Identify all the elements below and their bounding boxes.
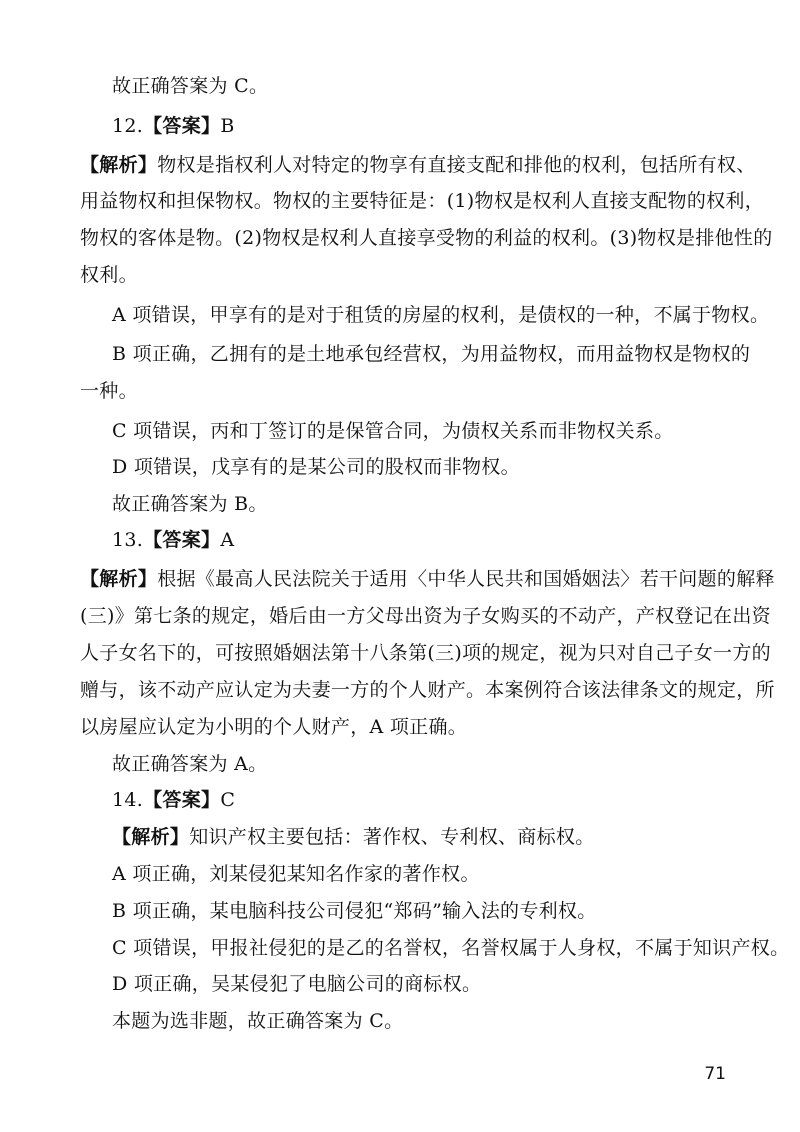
paragraph-line — [112, 752, 762, 776]
paragraph-line — [112, 862, 762, 886]
line-text: C 项错误，丙和丁签订的是保管合同，为债权关系而非物权关系。 — [112, 420, 674, 442]
paragraph-line — [112, 492, 762, 516]
line-text: 根据《最高人民法院关于适用〈中华人民共和国婚姻法〉若干问题的解释 — [157, 568, 775, 590]
paragraph-line — [112, 342, 751, 366]
analysis-tag: 【解析】 — [80, 568, 158, 590]
paragraph-line — [80, 189, 765, 213]
paragraph-line — [112, 419, 762, 443]
paragraph-line — [80, 567, 775, 591]
paragraph-line — [112, 74, 762, 98]
paragraph-line — [80, 604, 771, 628]
line-text: 本题为选非题，故正确答案为 C。 — [112, 1010, 404, 1032]
line-text: 一种。 — [80, 380, 138, 402]
line-text: (三)》第七条的规定，婚后由一方父母出资为子女购买的不动产，产权登记在出资 — [80, 605, 771, 627]
answer-value: B — [220, 115, 235, 137]
question-number: 13. — [112, 529, 144, 551]
line-text: 赠与，该不动产应认定为夫妻一方的个人财产。本案例符合该法律条文的规定，所 — [80, 679, 775, 701]
paragraph-line — [80, 715, 730, 739]
line-text: 故正确答案为 C。 — [112, 75, 269, 97]
page-number: 71 — [704, 1064, 726, 1084]
answer-tag: 【答案】 — [143, 529, 221, 551]
answer-tag: 【答案】 — [143, 115, 221, 137]
line-text: B 项正确，某电脑科技公司侵犯“郑码”输入法的专利权。 — [112, 900, 597, 922]
answer-heading — [112, 114, 762, 138]
line-text: 权利。 — [80, 264, 138, 286]
line-text: 物权是指权利人对特定的物享有直接支配和排他的权利，包括所有权、 — [157, 154, 756, 176]
line-text: 故正确答案为 A。 — [112, 753, 268, 775]
analysis-tag: 【解析】 — [112, 826, 190, 848]
line-text: B 项正确，乙拥有的是土地承包经营权，为用益物权，而用益物权是物权的 — [112, 343, 751, 365]
paragraph-line — [80, 153, 756, 177]
line-text: D 项错误，戊享有的是某公司的股权而非物权。 — [112, 456, 520, 478]
paragraph-line — [80, 641, 771, 665]
line-text: A 项错误，甲享有的是对于租赁的房屋的权利，是债权的一种，不属于物权。 — [112, 304, 770, 326]
paragraph-line — [112, 899, 762, 923]
paragraph-line — [80, 379, 730, 403]
answer-heading — [112, 528, 762, 552]
paragraph-line — [80, 678, 775, 702]
line-text: C 项错误，甲报社侵犯的是乙的名誉权，名誉权属于人身权，不属于知识产权。 — [112, 937, 790, 959]
paragraph-line — [112, 303, 770, 327]
line-text: 人子女名下的，可按照婚姻法第十八条第(三)项的规定，视为只对自己子女一方的 — [80, 642, 771, 664]
line-text: 物权的客体是物。(2)物权是权利人直接享受物的利益的权利。(3)物权是排他性的 — [80, 227, 773, 249]
paragraph-line — [112, 825, 762, 849]
answer-heading — [112, 788, 762, 812]
line-text: 以房屋应认定为小明的个人财产，A 项正确。 — [80, 716, 468, 738]
paragraph-line — [112, 972, 762, 996]
paragraph-line — [112, 455, 762, 479]
line-text: 用益物权和担保物权。物权的主要特征是：(1)物权是权利人直接支配物的权利， — [80, 190, 765, 212]
answer-value: C — [220, 789, 236, 811]
answer-value: A — [220, 529, 235, 551]
paragraph-line — [80, 226, 773, 250]
paragraph-line — [80, 263, 730, 287]
question-number: 14. — [112, 789, 144, 811]
line-text: D 项正确，吴某侵犯了电脑公司的商标权。 — [112, 973, 482, 995]
analysis-tag: 【解析】 — [80, 154, 158, 176]
question-number: 12. — [112, 115, 144, 137]
line-text: A 项正确，刘某侵犯某知名作家的著作权。 — [112, 863, 480, 885]
paragraph-line — [112, 1009, 762, 1033]
paragraph-line — [112, 936, 790, 960]
line-text: 故正确答案为 B。 — [112, 493, 268, 515]
line-text: 知识产权主要包括：著作权、专利权、商标权。 — [189, 826, 595, 848]
answer-tag: 【答案】 — [143, 789, 221, 811]
